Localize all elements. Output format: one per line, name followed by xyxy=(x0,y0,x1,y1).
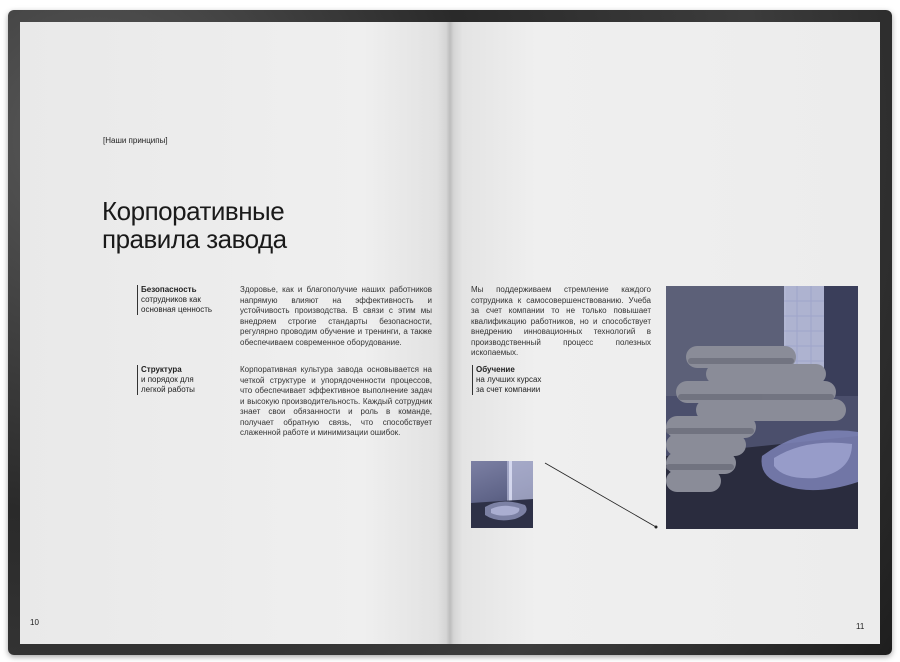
structure-body: Корпоративная культура завода основывается на четкой структуре и упорядоченности процессов, что обеспечивает эффективное выполнение задач и высокую производительность. Каждый сотрудник знает свои обязанности и роль в команде, получает обратную связь, что способствует слаженной работе и минимизации ошибок. xyxy=(240,365,432,437)
training-body: Мы поддерживаем стремление каждого сотрудника к самосовершенствованию. Учеба за счет компании то не только повышает квалификацию работников, но и способствует внедрению инновационных технологий в производственный процесс полезных ископаемых. xyxy=(471,285,651,357)
title-line-1: Корпоративные xyxy=(102,196,285,226)
title-line-2: правила завода xyxy=(102,224,287,254)
safety-heading: Безопасность xyxy=(141,285,197,294)
structure-heading: Структура xyxy=(141,365,182,374)
interior-photo-small xyxy=(471,461,533,528)
interior-photo-small-art xyxy=(471,461,533,528)
interior-photo-large xyxy=(666,286,858,529)
safety-body: Здоровье, как и благополучие наших работников напрямую влияют на эффективность и устойчивость производства. В связи с этим мы внедряем строгие стандарты безопасности, регулярно проводим обучение и тренинги, а также обеспечиваем современное оборудование. xyxy=(240,285,432,347)
training-heading: Обучение xyxy=(476,365,515,374)
book-spine xyxy=(446,22,454,644)
page-number-left: 10 xyxy=(30,618,39,627)
structure-subtitle-2: легкой работы xyxy=(141,385,195,394)
interior-photo-large-art xyxy=(666,286,858,529)
page-number-right: 11 xyxy=(856,622,865,631)
safety-subtitle-1: сотрудников как xyxy=(141,295,201,304)
safety-label xyxy=(137,285,231,315)
section-tag: [Наши принципы] xyxy=(103,136,168,145)
structure-label xyxy=(137,365,231,395)
training-subtitle-2: за счет компании xyxy=(476,385,541,394)
page-title xyxy=(102,197,362,253)
training-label xyxy=(472,365,556,395)
structure-subtitle-1: и порядок для xyxy=(141,375,194,384)
safety-subtitle-2: основная ценность xyxy=(141,305,213,314)
training-subtitle-1: на лучших курсах xyxy=(476,375,542,384)
